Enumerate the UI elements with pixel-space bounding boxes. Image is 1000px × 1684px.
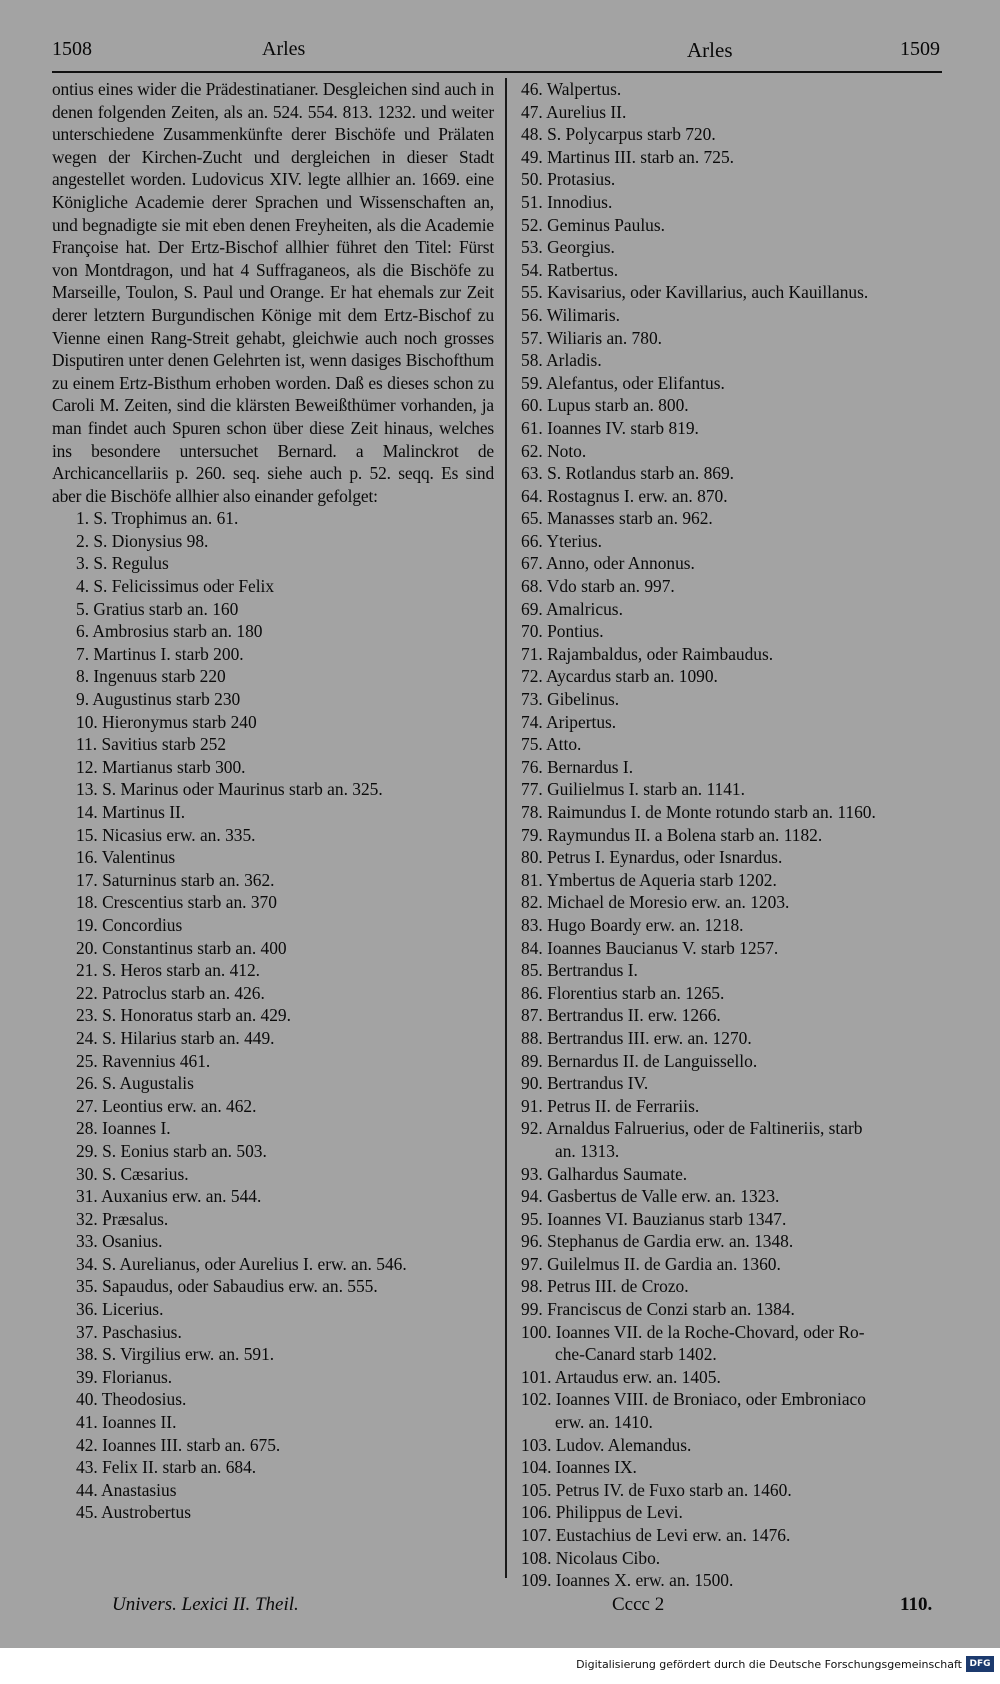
page-header — [52, 38, 940, 66]
column-divider — [505, 78, 507, 1578]
list-item: 75. Atto. — [521, 734, 582, 755]
list-item: 49. Martinus III. starb an. 725. — [521, 146, 734, 167]
list-item: erw. an. 1410. — [555, 1412, 653, 1433]
list-item: 9. Augustinus starb 230 — [76, 689, 241, 710]
list-item: 85. Bertrandus I. — [521, 960, 638, 981]
list-item: 103. Ludov. Alemandus. — [521, 1434, 692, 1455]
list-item: 29. S. Eonius starb an. 503. — [76, 1140, 267, 1161]
list-item: 48. S. Polycarpus starb 720. — [521, 124, 716, 145]
list-item: 4. S. Felicissimus oder Felix — [76, 576, 275, 597]
list-item: 73. Gibelinus. — [521, 689, 620, 710]
list-item: 47. Aurelius II. — [521, 101, 627, 122]
list-item: 19. Concordius — [76, 914, 183, 935]
list-item: 56. Wilimaris. — [521, 304, 620, 325]
list-item: 43. Felix II. starb an. 684. — [76, 1457, 257, 1478]
page-number-right: 1509 — [900, 38, 940, 60]
list-item: 94. Gasbertus de Valle erw. an. 1323. — [521, 1186, 780, 1207]
list-item: 3. S. Regulus — [76, 553, 169, 574]
list-item: 21. S. Heros starb an. 412. — [76, 960, 261, 981]
dfg-logo[interactable]: DFG — [966, 1656, 994, 1672]
list-item: 74. Aripertus. — [521, 711, 617, 732]
list-item: 14. Martinus II. — [76, 802, 186, 822]
list-item: 35. Sapaudus, oder Sabaudius erw. an. 555. — [76, 1276, 378, 1297]
page-number-left: 1508 — [52, 38, 92, 60]
list-item: 28. Ioannes I. — [76, 1118, 171, 1139]
footer-bar — [0, 1648, 1000, 1684]
list-item: 88. Bertrandus III. erw. an. 1270. — [521, 1027, 752, 1048]
list-item: 15. Nicasius erw. an. 335. — [76, 824, 256, 845]
list-item: 91. Petrus II. de Ferrariis. — [521, 1095, 700, 1116]
list-item: 92. Arnaldus Falruerius, oder de Faltineriis, starb — [521, 1118, 863, 1139]
list-item: 59. Alefantus, oder Elifantus. — [521, 372, 725, 393]
running-head-right: Arles — [687, 38, 733, 62]
list-item: 11. Savitius starb 252 — [76, 734, 227, 755]
list-item: 25. Ravennius 461. — [76, 1050, 211, 1071]
list-item: 40. Theodosius. — [76, 1389, 187, 1410]
list-item: 106. Philippus de Levi. — [521, 1502, 683, 1523]
signature-mark: Cccc 2 — [612, 1594, 665, 1615]
list-item: 81. Ymbertus de Aqueria starb 1202. — [521, 869, 777, 890]
list-item: 102. Ioannes VIII. de Broniaco, oder Embroniaco — [521, 1389, 866, 1410]
list-item: 69. Amalricus. — [521, 598, 623, 619]
list-item: 2. S. Dionysius 98. — [76, 530, 209, 551]
list-item: 71. Rajambaldus, oder Raimbaudus. — [521, 643, 774, 664]
list-item: an. 1313. — [555, 1140, 620, 1161]
running-head-left: Arles — [262, 38, 306, 60]
left-column — [52, 78, 494, 1524]
list-item: 104. Ioannes IX. — [521, 1457, 637, 1478]
list-item: 62. Noto. — [521, 440, 587, 461]
list-item: 5. Gratius starb an. 160 — [76, 598, 239, 619]
list-item: 16. Valentinus — [76, 847, 176, 868]
list-item: 55. Kavisarius, oder Kavillarius, auch Kauillanus. — [521, 282, 869, 303]
list-item: 20. Constantinus starb an. 400 — [76, 937, 287, 958]
list-item: 68. Vdo starb an. 997. — [521, 576, 675, 597]
list-item: 8. Ingenuus starb 220 — [76, 666, 226, 687]
list-item: 98. Petrus III. de Crozo. — [521, 1276, 689, 1297]
list-item: 42. Ioannes III. starb an. 675. — [76, 1434, 281, 1455]
list-item: 32. Præsalus. — [76, 1208, 169, 1229]
list-item: 70. Pontius. — [521, 621, 604, 642]
list-item: 97. Guilelmus II. de Gardia an. 1360. — [521, 1253, 781, 1274]
list-item: 7. Martinus I. starb 200. — [76, 643, 244, 664]
list-item: 6. Ambrosius starb an. 180 — [76, 621, 263, 642]
list-item: 41. Ioannes II. — [76, 1412, 177, 1433]
list-item: 65. Manasses starb an. 962. — [521, 508, 713, 529]
list-item: 67. Anno, oder Annonus. — [521, 553, 695, 574]
list-item: 86. Florentius starb an. 1265. — [521, 982, 725, 1003]
list-item: 12. Martianus starb 300. — [76, 756, 246, 777]
right-column — [521, 78, 943, 1592]
list-item: 58. Arladis. — [521, 350, 602, 371]
list-item: 82. Michael de Moresio erw. an. 1203. — [521, 892, 790, 913]
list-item: 60. Lupus starb an. 800. — [521, 395, 689, 416]
list-item: 108. Nicolaus Cibo. — [521, 1547, 661, 1568]
list-item: 87. Bertrandus II. erw. 1266. — [521, 1005, 721, 1026]
list-item: 23. S. Honoratus starb an. 429. — [76, 1005, 291, 1026]
list-item: 27. Leontius erw. an. 462. — [76, 1095, 257, 1116]
list-item: 76. Bernardus I. — [521, 756, 634, 777]
list-item: 109. Ioannes X. erw. an. 1500. — [521, 1570, 734, 1591]
list-item: 72. Aycardus starb an. 1090. — [521, 666, 718, 687]
list-item: 36. Licerius. — [76, 1299, 164, 1320]
list-item: 99. Franciscus de Conzi starb an. 1384. — [521, 1299, 795, 1320]
list-item: 18. Crescentius starb an. 370 — [76, 892, 277, 913]
list-item: 90. Bertrandus IV. — [521, 1073, 649, 1094]
list-item: che-Canard starb 1402. — [555, 1344, 717, 1365]
list-item: 50. Protasius. — [521, 169, 616, 190]
list-item: 13. S. Marinus oder Maurinus starb an. 325. — [76, 779, 383, 800]
list-item: 61. Ioannes IV. starb 819. — [521, 417, 699, 438]
body-paragraph: ontius eines wider die Prädestinatianer. Desgleichen sind auch in denen folgenden Zeiten, als an. 524. 554. 813. 1232. und weiter unterschiedene Zusammenkünfte derer Bischöfe und Prälaten wegen der Kirchen-Zucht und dergleichen in dieser Stadt angestellet worden. Ludovicus XIV. legte allhier an. 1669. eine Königliche Academie derer Sprachen und Wissenschaften an, und begnadigte sie mit eben denen Freyheiten, als die Academie Françoise hat. Der Ertz-Bischof allhier führet den Titel: Fürst von Montdragon, und hat 4 Suffraganeos, als die Bischöfe zu Marseille, Toulon, S. Paul und Orange. Er hat ehemals zur Zeit derer letztern Burgundischen Könige mit dem Ertz-Bischof zu Vienne einen Rang-Streit gehabt, gleichwie auch noch grosses Disputiren unter denen Gelehrten ist, wenn dasiges Bischofthum zu einem Ertz-Bisthum erhoben worden. Daß es dieses schon zu Caroli M. Zeiten, sind die klärsten Beweißthümer vorhanden, ja man findet auch Spuren schon über diese Zeit hinaus, welches ins besondere untersuchet Bernard. a Malinckrot de Archicancellariis p. 260. seq. siehe auch p. 52. seqq. Es sind aber die Bischöfe allhier also einander gefolget: — [52, 79, 494, 506]
list-item: 22. Patroclus starb an. 426. — [76, 982, 265, 1003]
catchword: 110. — [900, 1594, 933, 1615]
list-item: 52. Geminus Paulus. — [521, 214, 665, 235]
list-item: 107. Eustachius de Levi erw. an. 1476. — [521, 1525, 791, 1545]
list-item: 39. Florianus. — [76, 1366, 173, 1387]
list-item: 66. Yterius. — [521, 530, 602, 551]
list-item: 45. Austrobertus — [76, 1502, 191, 1523]
signature-left: Univers. Lexici II. Theil. — [112, 1594, 299, 1615]
list-item: 84. Ioannes Baucianus V. starb 1257. — [521, 937, 779, 958]
list-item: 30. S. Cæsarius. — [76, 1163, 189, 1184]
list-item: 38. S. Virgilius erw. an. 591. — [76, 1344, 275, 1365]
list-item: 44. Anastasius — [76, 1479, 177, 1500]
list-item: 37. Paschasius. — [76, 1321, 182, 1342]
list-item: 53. Georgius. — [521, 237, 615, 258]
list-item: 54. Ratbertus. — [521, 259, 619, 280]
list-item: 78. Raimundus I. de Monte rotundo starb an. 1160. — [521, 802, 876, 822]
list-item: 96. Stephanus de Gardia erw. an. 1348. — [521, 1231, 794, 1252]
list-item: 89. Bernardus II. de Languissello. — [521, 1050, 758, 1071]
list-item: 100. Ioannes VII. de la Roche-Chovard, oder Ro- — [521, 1321, 865, 1342]
list-item: 10. Hieronymus starb 240 — [76, 711, 257, 732]
list-item: 95. Ioannes VI. Bauzianus starb 1347. — [521, 1208, 787, 1229]
list-item: 105. Petrus IV. de Fuxo starb an. 1460. — [521, 1479, 792, 1500]
list-item: 77. Guilielmus I. starb an. 1141. — [521, 779, 745, 800]
list-item: 64. Rostagnus I. erw. an. 870. — [521, 485, 728, 506]
bishop-list-right — [521, 78, 943, 1592]
list-item: 80. Petrus I. Eynardus, oder Isnardus. — [521, 847, 783, 868]
bishop-list-left — [52, 507, 494, 1524]
list-item: 51. Innodius. — [521, 191, 613, 212]
list-item: 31. Auxanius erw. an. 544. — [76, 1186, 262, 1207]
list-item: 33. Osanius. — [76, 1231, 163, 1252]
list-item: 1. S. Trophimus an. 61. — [76, 508, 239, 529]
list-item: 24. S. Hilarius starb an. 449. — [76, 1027, 275, 1048]
list-item: 101. Artaudus erw. an. 1405. — [521, 1366, 721, 1387]
list-item: 83. Hugo Boardy erw. an. 1218. — [521, 914, 744, 935]
list-item: 26. S. Augustalis — [76, 1073, 194, 1094]
header-rule — [52, 71, 942, 73]
list-item: 93. Galhardus Saumate. — [521, 1163, 688, 1184]
list-item: 17. Saturninus starb an. 362. — [76, 869, 275, 890]
footer-credit: Digitalisierung gefördert durch die Deutsche Forschungsgemeinschaft — [576, 1658, 962, 1671]
list-item: 46. Walpertus. — [521, 79, 622, 99]
list-item: 79. Raymundus II. a Bolena starb an. 1182. — [521, 824, 823, 845]
list-item: 57. Wiliaris an. 780. — [521, 327, 662, 348]
list-item: 63. S. Rotlandus starb an. 869. — [521, 463, 735, 484]
list-item: 34. S. Aurelianus, oder Aurelius I. erw. an. 546. — [76, 1253, 407, 1274]
